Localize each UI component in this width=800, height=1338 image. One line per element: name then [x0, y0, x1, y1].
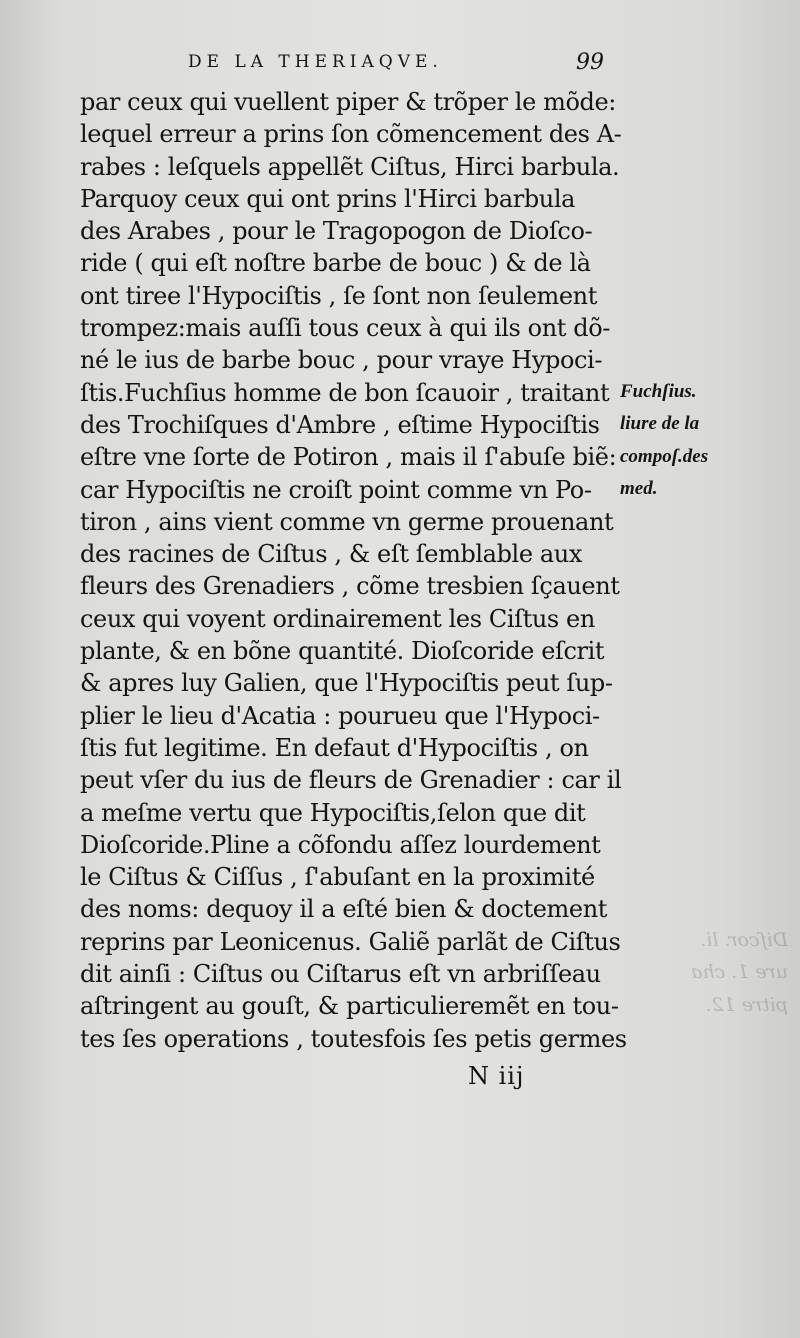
text-line: a meſme vertu que Hypociſtis,ſelon que dit — [80, 798, 586, 827]
text-line: ceux qui voyent ordinairement les Ciſtus en — [80, 604, 595, 633]
text-line: né le ius de barbe bouc , pour vraye Hypoci- — [80, 346, 603, 375]
text-line: rabes : leſquels appellẽt Ciſtus, Hirci barbula. — [80, 152, 620, 181]
text-line: dit ainſi : Ciſtus ou Ciſtarus eſt vn arbriſſeau — [80, 960, 601, 989]
text-line: Dioſcoride.Pline a cõfondu aſſez lourdement — [80, 830, 601, 859]
margin-note — [620, 376, 795, 505]
bleed-through-line: pitre 12. — [705, 993, 788, 1016]
text-line: par ceux qui vuellent piper & trõper le mõde: — [80, 88, 616, 116]
text-line: plier le lieu d'Acatia : pourueu que l'Hypoci- — [80, 701, 600, 730]
text-line: car Hypociſtis ne croiſt point comme vn Po- — [80, 475, 592, 504]
text-line: eſtre vne ſorte de Potiron , mais il ſ'abuſe biẽ: — [80, 443, 617, 472]
text-line: lequel erreur a prins ſon cõmencement des A- — [80, 120, 622, 149]
text-line: tes ſes operations , toutesfois ſes petis germes — [80, 1024, 627, 1053]
margin-note-line: liure de la — [620, 413, 700, 435]
text-line: ride ( qui eſt noſtre barbe de bouc ) & de là — [80, 249, 591, 278]
text-line: des noms: dequoy il a eſté bien & doctement — [80, 895, 607, 924]
text-line: & apres luy Galien, que l'Hypociſtis peut ſup- — [80, 669, 613, 698]
text-line: des racines de Ciſtus , & eſt ſemblable aux — [80, 540, 582, 569]
text-line: trompez:mais auſſi tous ceux à qui ils ont dõ- — [80, 314, 610, 343]
running-head: DE LA THERIAQVE. — [188, 52, 443, 72]
margin-note-line: Fuchſius. — [620, 381, 697, 402]
text-line: ſtis fut legitime. En defaut d'Hypociſtis , on — [80, 733, 589, 762]
text-line: ſtis.Fuchſius homme de bon ſcauoir , traitant — [80, 378, 610, 407]
text-line: ont tiree l'Hypociſtis , ſe ſont non ſeulement — [80, 281, 597, 310]
text-line: des Trochiſques d'Ambre , eſtime Hypociſtis — [80, 410, 600, 439]
text-line: des Arabes , pour le Tragopogon de Dioſco- — [80, 217, 593, 246]
text-line: peut vſer du ius de fleurs de Grenadier : car il — [80, 766, 622, 795]
text-line: le Ciſtus & Ciſſus , ſ'abuſant en la proximité — [80, 863, 595, 892]
page-header — [180, 52, 620, 82]
text-line: Parquoy ceux qui ont prins l'Hirci barbula — [80, 184, 576, 213]
bleed-through-line: ure 1. cha — [691, 961, 788, 984]
body-text — [80, 86, 627, 1055]
margin-note-line: compoſ.des — [620, 445, 709, 467]
text-line: aſtringent au gouſt, & particulieremẽt en tou- — [80, 992, 619, 1021]
bleed-through-line: Diſcor. li. — [700, 929, 788, 951]
signature-mark: N iij — [468, 1062, 525, 1090]
text-line: plante, & en bõne quantité. Dioſcoride eſcrit — [80, 637, 605, 666]
bleed-through-text — [628, 925, 788, 1022]
text-line: reprins par Leonicenus. Galiẽ parlãt de Ciſtus — [80, 927, 621, 956]
text-line: fleurs des Grenadiers , cõme tresbien ſçauent — [80, 572, 620, 601]
page-number: 99 — [576, 50, 604, 75]
text-line: tiron , ains vient comme vn germe prouenant — [80, 507, 614, 536]
margin-note-line: med. — [620, 477, 658, 499]
